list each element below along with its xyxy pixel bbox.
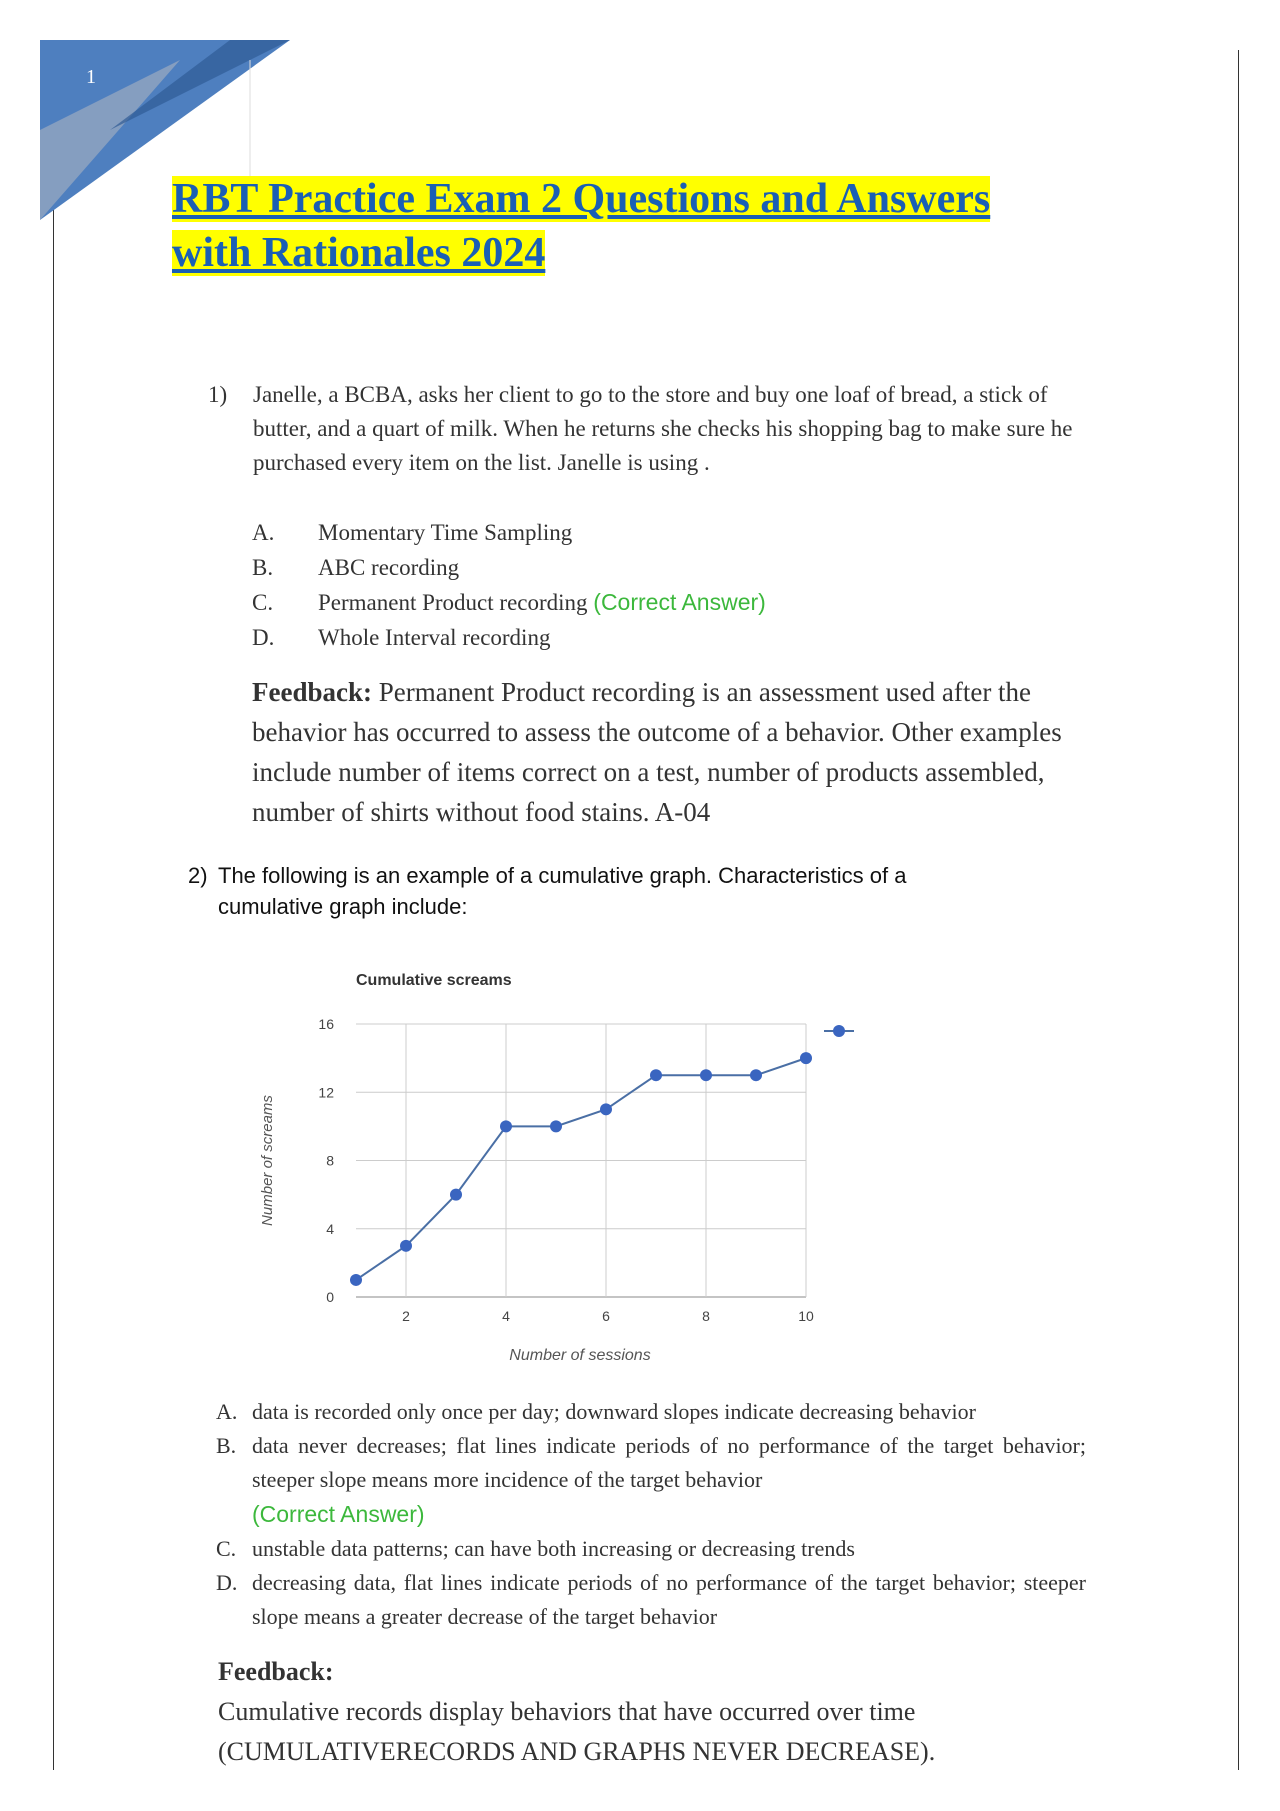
option-text: decreasing data, flat lines indicate periods of no performance of the target behavior; steeper slope means a greater decrease of the target behavior	[252, 1570, 1086, 1629]
chart-ticks	[318, 1016, 814, 1324]
option-letter: A.	[252, 520, 275, 545]
data-point	[650, 1069, 662, 1081]
data-point	[350, 1274, 362, 1286]
data-point	[400, 1240, 412, 1252]
feedback-text: Permanent Product recording is an assessment used after the behavior has occurred to assess the outcome of a behavior. Other examples include number of items correct on a test, number of products assembled, number of shirts without food stains. A-04	[252, 677, 1062, 827]
chart-series	[350, 1052, 812, 1286]
option-text: Whole Interval recording	[318, 625, 551, 650]
x-axis-label: Number of sessions	[509, 1347, 651, 1364]
y-tick-label: 4	[326, 1220, 334, 1237]
page-border-right	[1238, 50, 1239, 1770]
title-line-1: RBT Practice Exam 2 Questions and Answers	[172, 176, 991, 222]
data-point	[600, 1103, 612, 1115]
feedback-1	[252, 672, 1092, 832]
option-letter: B.	[216, 1433, 237, 1458]
y-axis-label: Number of screams	[259, 1095, 276, 1226]
feedback-2	[218, 1652, 1118, 1772]
y-tick-label: 0	[326, 1289, 334, 1305]
page-number: 1	[86, 66, 96, 88]
question-number: 1)	[208, 382, 228, 407]
option-text: data is recorded only once per day; downward slopes indicate decreasing behavior	[252, 1399, 976, 1424]
option-c	[216, 1532, 1086, 1566]
series-line	[356, 1058, 806, 1280]
option-letter: D.	[216, 1570, 238, 1595]
chart-title: Cumulative screams	[356, 972, 512, 989]
chart-svg	[250, 955, 870, 1375]
feedback-label: Feedback:	[218, 1657, 334, 1686]
x-tick-label: 10	[798, 1308, 814, 1324]
question-2-options	[216, 1395, 1086, 1634]
legend-marker	[833, 1025, 845, 1037]
feedback-line-2: (CUMULATIVERECORDS AND GRAPHS NEVER DECREASE).	[218, 1737, 936, 1766]
correct-answer-label: (Correct Answer)	[593, 589, 766, 615]
x-tick-label: 6	[602, 1308, 610, 1324]
chart-legend	[824, 1025, 854, 1037]
data-point	[750, 1069, 762, 1081]
y-tick-label: 16	[318, 1016, 334, 1032]
question-number: 2)	[188, 863, 208, 888]
option-text: Permanent Product recording	[318, 590, 588, 615]
option-letter: D.	[252, 625, 275, 650]
data-point	[700, 1069, 712, 1081]
x-tick-label: 2	[402, 1308, 410, 1324]
option-letter: B.	[252, 555, 274, 580]
option-letter: C.	[216, 1536, 237, 1561]
option-text: unstable data patterns; can have both increasing or decreasing trends	[252, 1536, 855, 1561]
data-point	[500, 1120, 512, 1132]
cumulative-chart	[250, 955, 870, 1375]
chart-grid	[356, 1024, 806, 1297]
feedback-label: Feedback:	[252, 677, 372, 707]
feedback-line-1: Cumulative records display behaviors that have occurred over time	[218, 1697, 916, 1726]
question-text: The following is an example of a cumulative graph. Characteristics of a cumulative graph include:	[218, 863, 907, 919]
y-tick-label: 12	[318, 1084, 334, 1101]
document-title	[172, 172, 1112, 280]
option-text: data never decreases; flat lines indicate periods of no performance of the target behavior; steeper slope means more incidence of the target behavior	[252, 1433, 1086, 1492]
x-tick-label: 4	[502, 1308, 510, 1324]
data-point	[450, 1189, 462, 1201]
option-a	[216, 1395, 1086, 1429]
option-d	[216, 1566, 1086, 1634]
page-border-left	[53, 48, 54, 1770]
question-text: Janelle, a BCBA, asks her client to go to the store and buy one loaf of bread, a stick of butter, and a quart of milk. When he returns she checks his shopping bag to make sure he purchased every item on the list. Janelle is using .	[253, 382, 1073, 475]
option-text: Momentary Time Sampling	[318, 520, 573, 545]
x-tick-label: 8	[702, 1308, 710, 1324]
title-line-2: with Rationales 2024	[172, 230, 546, 276]
data-point	[800, 1052, 812, 1064]
data-point	[550, 1120, 562, 1132]
option-letter: C.	[252, 590, 274, 615]
option-text: ABC recording	[318, 555, 460, 580]
option-letter: A.	[216, 1399, 238, 1424]
y-tick-label: 8	[326, 1152, 334, 1169]
correct-answer-label: (Correct Answer)	[252, 1501, 425, 1527]
option-b	[216, 1429, 1086, 1532]
